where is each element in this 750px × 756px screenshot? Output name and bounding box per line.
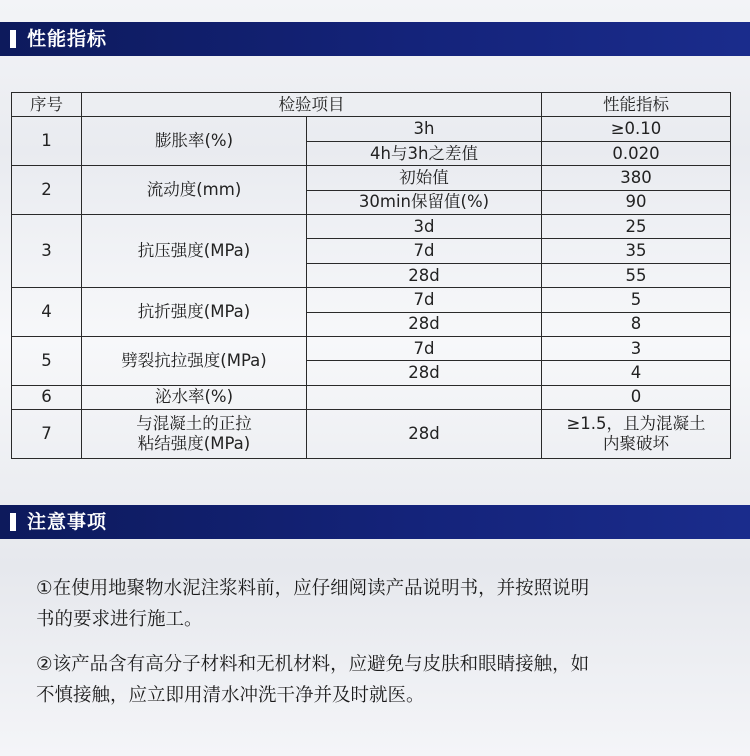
row-val: 5 [542,288,731,312]
performance-table [11,92,731,459]
header-spec: 性能指标 [542,93,731,117]
table-row [12,288,731,312]
row-val: 0 [542,385,731,409]
note-line: ②该产品含有高分子材料和无机材料，应避免与皮肤和眼睛接触，如 [36,654,590,675]
table-row [12,214,731,238]
row-cond: 7d [307,336,542,360]
row-cond: 7d [307,288,542,312]
row-item: 流动度(mm) [82,166,307,215]
row-val: 35 [542,239,731,263]
table-row [12,385,731,409]
row-cond: 28d [307,410,542,459]
section-header-notes [0,505,750,539]
row-item: 劈裂抗拉强度(MPa) [82,336,307,385]
table-row [12,117,731,141]
row-item: 抗折强度(MPa) [82,288,307,337]
table-row [12,410,731,459]
section-title-notes: 注意事项 [27,511,108,533]
row-val: 4 [542,361,731,385]
row-cond: 30min保留值(%) [307,190,542,214]
header-accent-bar [10,513,16,531]
row-item: 膨胀率(%) [82,117,307,166]
row-cond: 28d [307,263,542,287]
row-item-line: 粘结强度(MPa) [137,434,251,454]
section-title-performance: 性能指标 [27,28,108,50]
row-val: 90 [542,190,731,214]
note-line: 不慎接触，应立即用清水冲洗干净并及时就医。 [36,685,425,706]
row-val-line: 内聚破坏 [603,434,669,454]
row-cond: 4h与3h之差值 [307,141,542,165]
header-item: 检验项目 [82,93,542,117]
row-cond: 28d [307,361,542,385]
header-no: 序号 [12,93,82,117]
row-cond: 3h [307,117,542,141]
row-no: 3 [12,214,82,287]
row-item-line: 与混凝土的正拉 [136,414,252,434]
row-cond: 7d [307,239,542,263]
table-header-row [12,93,731,117]
row-val [542,410,731,459]
row-val: 0.020 [542,141,731,165]
note-item [36,573,726,635]
row-item: 泌水率(%) [82,385,307,409]
row-no: 7 [12,410,82,459]
table-row [12,336,731,360]
row-no: 1 [12,117,82,166]
row-item [82,410,307,459]
row-cond [307,385,542,409]
row-no: 4 [12,288,82,337]
row-val: 380 [542,166,731,190]
row-cond: 28d [307,312,542,336]
row-cond: 3d [307,214,542,238]
row-val: 25 [542,214,731,238]
section-header-performance [0,22,750,56]
header-accent-bar [10,30,16,48]
note-line: ①在使用地聚物水泥注浆料前，应仔细阅读产品说明书，并按照说明 [36,578,590,599]
row-no: 5 [12,336,82,385]
table-row [12,166,731,190]
row-val-line: ≥1.5，且为混凝土 [566,414,706,434]
row-val: 3 [542,336,731,360]
row-item: 抗压强度(MPa) [82,214,307,287]
note-line: 书的要求进行施工。 [36,609,203,630]
row-val: 8 [542,312,731,336]
note-item [36,649,726,711]
row-val: ≥0.10 [542,117,731,141]
row-cond: 初始值 [307,166,542,190]
row-no: 6 [12,385,82,409]
row-val: 55 [542,263,731,287]
row-no: 2 [12,166,82,215]
